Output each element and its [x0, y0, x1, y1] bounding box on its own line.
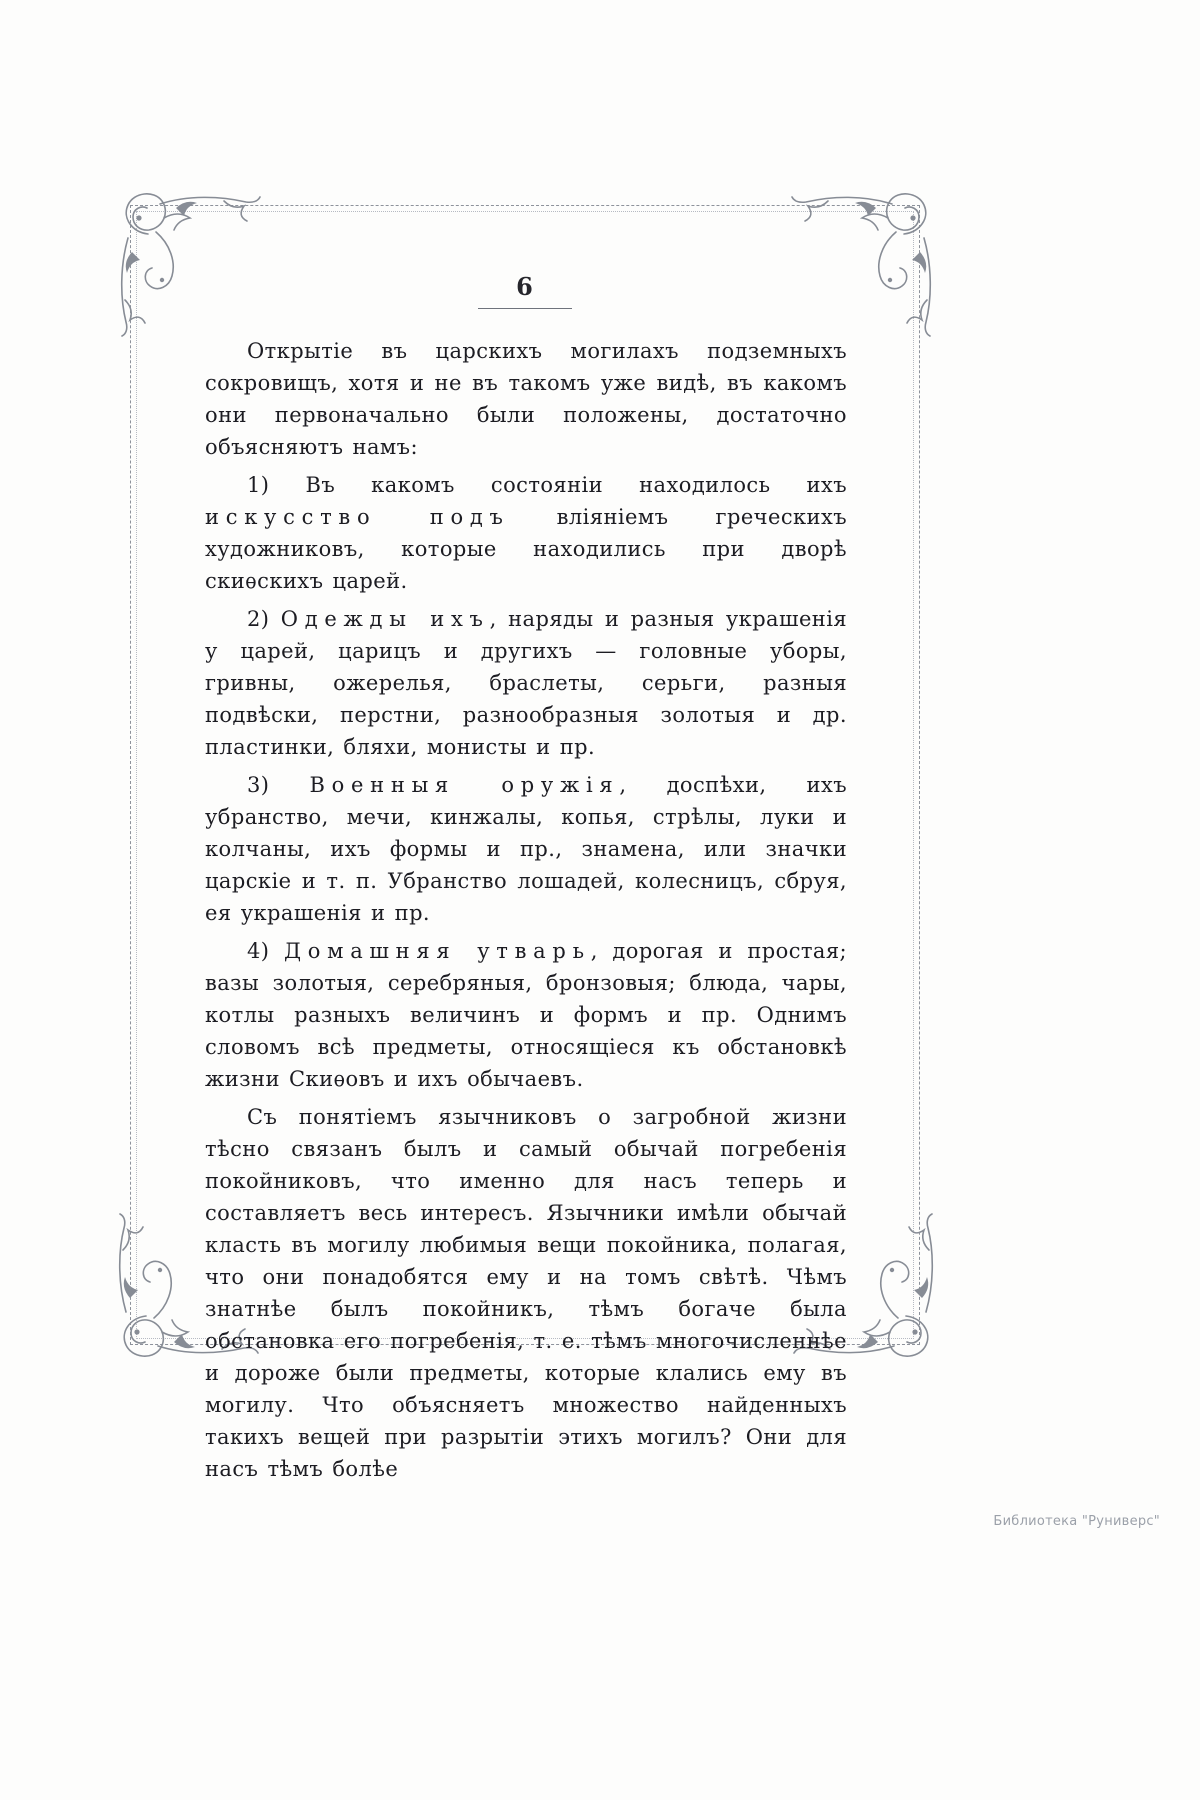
- emphasized-spaced-text: Военныя оружія: [309, 773, 620, 797]
- page-number-rule: [478, 308, 572, 309]
- paragraph: [205, 1101, 847, 1485]
- text-run: , наряды и разныя украшенія у царей, царицъ и другихъ — головные уборы, гривны, ожерелья, браслеты, серьги, разныя подвѣски, перстни, разнообразныя золотыя и др. пластинки, бляхи, монисты и пр.: [205, 607, 848, 759]
- paragraph: [205, 603, 847, 763]
- emphasized-spaced-text: Одежды ихъ: [280, 607, 490, 631]
- text-run: Съ понятіемъ язычниковъ о загробной жизни тѣсно связанъ былъ и самый обычай погребенія покойниковъ, что именно для насъ теперь и составляетъ весь интересъ. Язычники имѣли обычай класть въ могилу любимыя вещи покойника, полагая, что они понадобятся ему и на томъ свѣтѣ. Чѣмъ знатнѣе былъ покойникъ, тѣмъ богаче была обстановка его погребенія, т. е. тѣмъ многочисленнѣе и дороже были предметы, которые клались ему въ могилу. Что объясняетъ множество найденныхъ такихъ вещей при разрытіи этихъ могилъ? Они для насъ тѣмъ болѣе: [205, 1105, 847, 1481]
- emphasized-spaced-text: искусство подъ: [205, 505, 510, 529]
- paragraph: [205, 469, 847, 597]
- library-watermark: Библиотека "Руниверс": [993, 1514, 1160, 1529]
- floral-corner-ornament-icon: [112, 188, 262, 338]
- text-run: , дорогая и простая; вазы золотыя, серебряныя, бронзовыя; блюда, чары, котлы разныхъ величинъ и формъ и пр. Однимъ словомъ всѣ предметы, относящіеся къ обстановкѣ жизни Скиѳовъ и ихъ обычаевъ.: [205, 939, 848, 1091]
- paragraph: [205, 935, 847, 1095]
- floral-corner-ornament-icon: [790, 188, 940, 338]
- text-run: , доспѣхи, ихъ убранство, мечи, кинжалы, копья, стрѣлы, луки и колчаны, ихъ формы и пр., знамена, или значки царскіе и т. п. Убранство лошадей, колесницъ, сбруя, ея украшенія и пр.: [205, 773, 847, 925]
- paragraph: [205, 769, 847, 929]
- emphasized-spaced-text: Домашняя утварь: [283, 939, 591, 963]
- text-run: вліяніемъ греческихъ художниковъ, которые находились при дворѣ скиѳскихъ царей.: [205, 505, 848, 593]
- text-run: Открытіе въ царскихъ могилахъ подземныхъ сокровищъ, хотя и не въ такомъ уже видѣ, въ какомъ они первоначально были положены, достаточно объясняютъ намъ:: [205, 339, 847, 459]
- paragraph: [205, 335, 847, 463]
- text-run: 1) Въ какомъ состояніи находилось ихъ: [247, 473, 847, 497]
- text-run: 2): [247, 607, 281, 631]
- text-block: [205, 335, 847, 1485]
- page-number: 6: [516, 272, 534, 301]
- text-run: 3): [247, 773, 310, 797]
- text-run: 4): [247, 939, 284, 963]
